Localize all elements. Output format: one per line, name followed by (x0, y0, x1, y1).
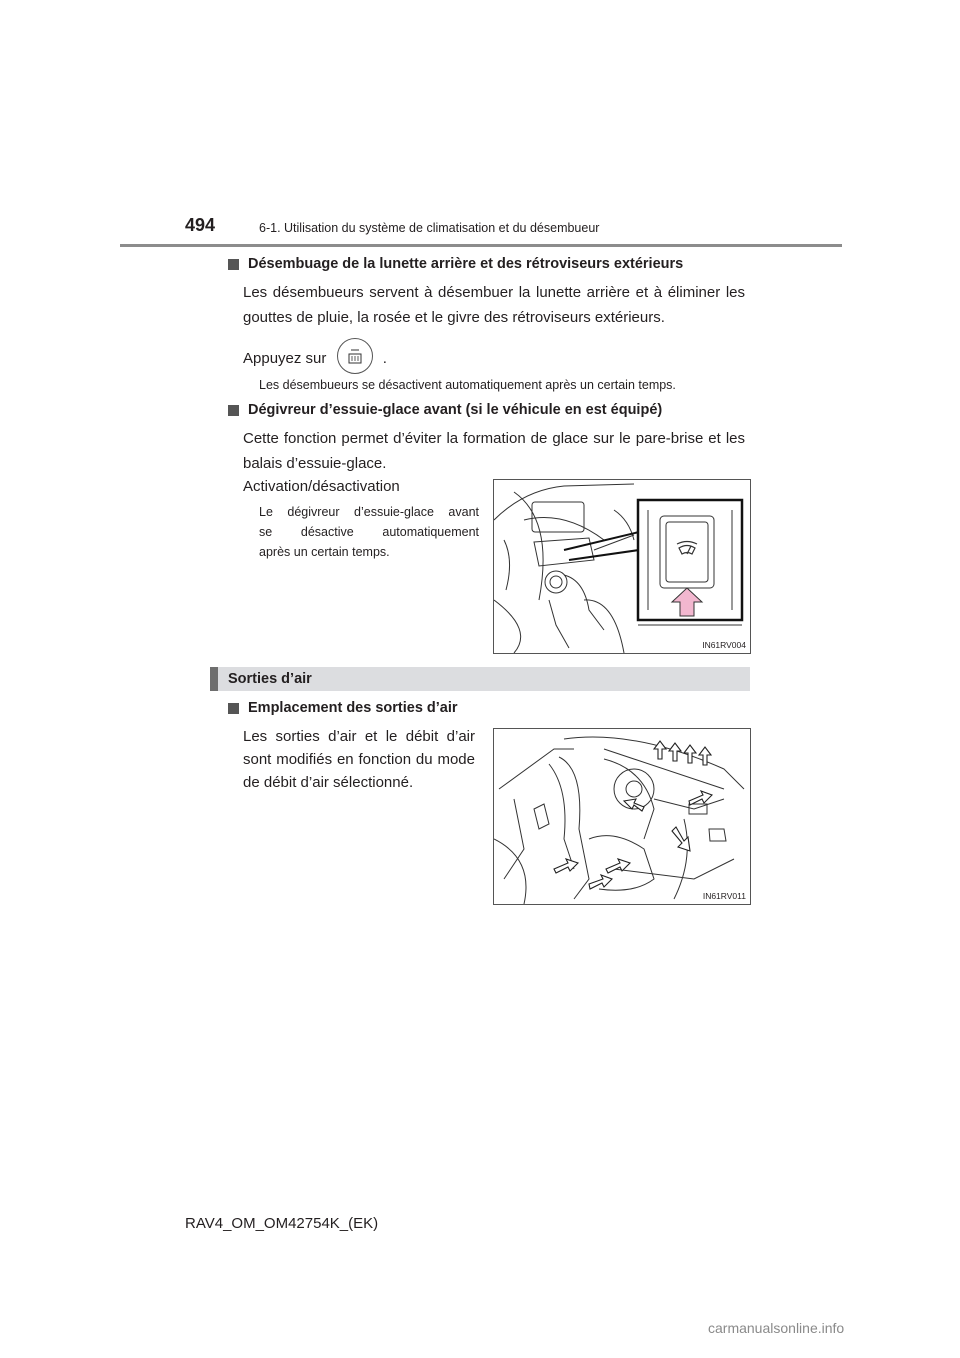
air-outlets-band-title: Sorties d’air (228, 671, 312, 687)
wiper-deicer-figure-code: IN61RV004 (702, 640, 746, 650)
defog-body-line1: Les désembueurs servent à désembuer la lunette arrière et à éliminer les (243, 284, 745, 301)
defog-heading-text: Désembuage de la lunette arrière et des rétroviseurs extérieurs (248, 256, 684, 272)
defog-note: Les désembueurs se désactivent automatiquement après un certain temps. (259, 378, 676, 392)
defog-body-line2: gouttes de pluie, la rosée et le givre des rétroviseurs extérieurs. (243, 309, 665, 326)
heading-bullet-icon (228, 259, 239, 270)
wiper-deicer-heading (228, 402, 662, 418)
section-title: 6-1. Utilisation du système de climatisation et du désembueur (259, 221, 600, 235)
defog-press-prefix: Appuyez sur (243, 349, 327, 367)
air-outlets-body-line3: de débit d’air sélectionné. (243, 774, 414, 791)
air-outlets-figure-code: IN61RV011 (702, 891, 746, 901)
rear-defogger-button-icon (337, 338, 373, 374)
document-code: RAV4_OM_OM42754K_(EK) (185, 1215, 379, 1232)
wiper-deicer-note-line3: après un certain temps. (259, 545, 390, 559)
header-rule (120, 244, 842, 247)
defog-heading (228, 256, 683, 272)
watermark: carmanualsonline.info (708, 1320, 845, 1336)
defog-press-suffix: . (382, 349, 387, 367)
page-number: 494 (185, 215, 216, 235)
cabin-air-outlets-illustration (494, 729, 750, 904)
wiper-deicer-figure (493, 479, 751, 654)
wiper-deicer-heading-text: Dégivreur d’essuie-glace avant (si le véhicule en est équipé) (248, 402, 663, 418)
wiper-deicer-body-line1: Cette fonction permet d’éviter la formation de glace sur le pare-brise et les (243, 430, 745, 447)
air-outlets-band (210, 667, 750, 691)
wiper-deicer-activation: Activation/désactivation (243, 478, 400, 495)
air-outlets-body-line2: sont modifiés en fonction du mode (243, 751, 475, 768)
air-outlets-figure (493, 728, 751, 905)
air-outlets-heading-text: Emplacement des sorties d’air (248, 700, 458, 716)
air-outlets-body-line1: Les sorties d’air et le débit d’air (243, 728, 475, 745)
wiper-deicer-note-line2: se désactive automatiquement (259, 525, 479, 539)
dashboard-illustration (494, 480, 750, 653)
air-outlets-heading (228, 700, 458, 716)
heading-bullet-icon (228, 703, 239, 714)
wiper-deicer-note-line1: Le dégivreur d’essuie-glace avant (259, 505, 479, 519)
band-accent-bar (210, 667, 218, 691)
wiper-deicer-body-line2: balais d’essuie-glace. (243, 455, 387, 472)
defog-press-instruction (243, 341, 387, 377)
heading-bullet-icon (228, 405, 239, 416)
